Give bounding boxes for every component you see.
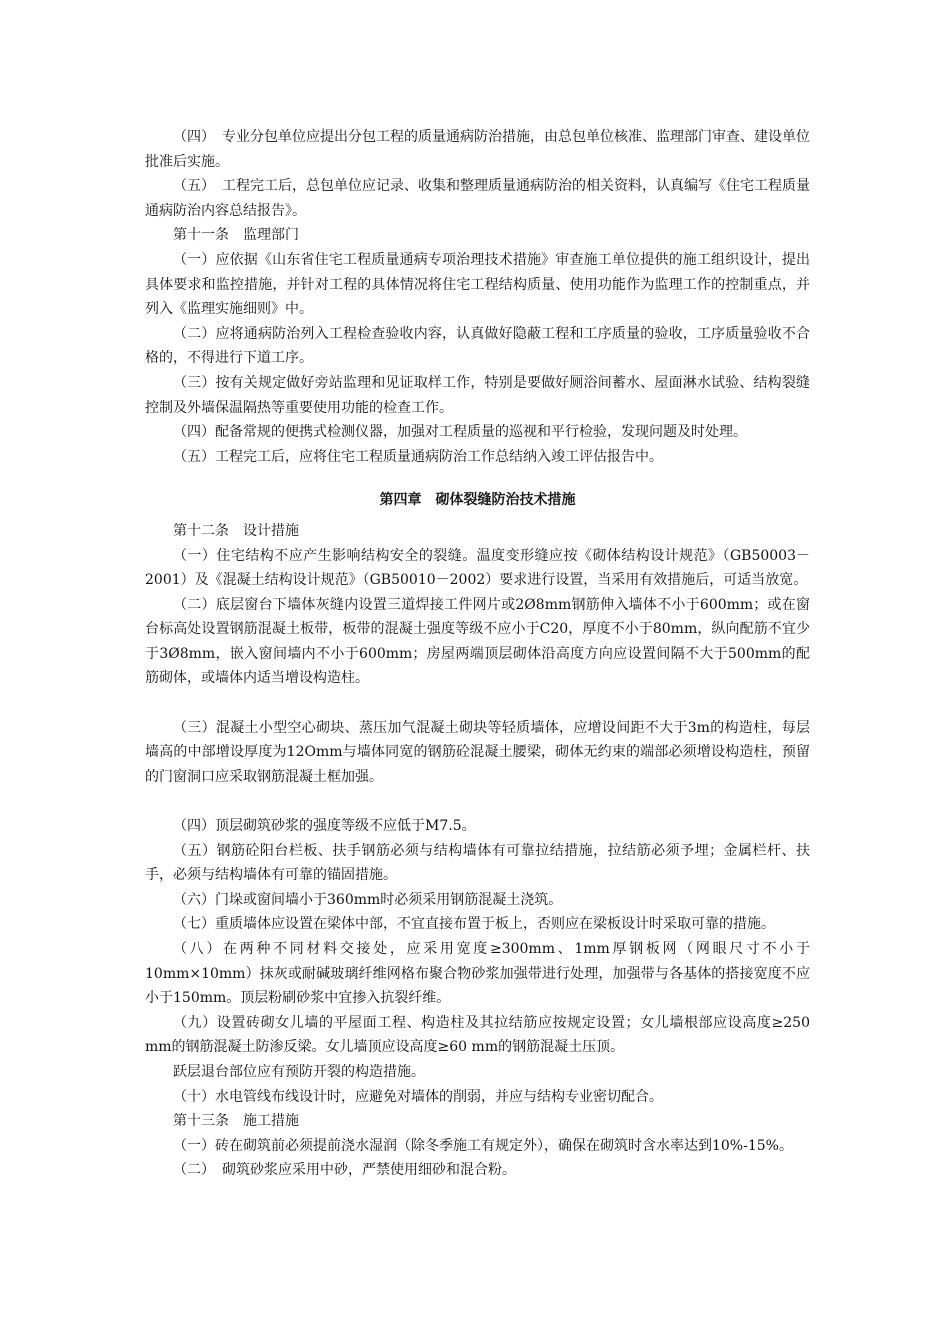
paragraph-design-9: （九）设置砖砌女儿墙的平屋面工程、构造柱及其拉结筋应按规定设置；女儿墙根部应设高度≥250 mm的钢筋混凝土防渗反梁。女儿墙顶应设高度≥60 mm的钢筋混凝土压顶。	[145, 1014, 810, 1056]
article-12-title: 第十二条 设计措施	[173, 522, 299, 539]
paragraph-design-2: （二）底层窗台下墙体灰缝内设置三道焊接工件网片或2Ø8mm钢筋伸入墙体不小于600mm；或在窗台标高处设置钢筋混凝土板带，板带的混凝土强度等级不应小于C20，厚度不小于80mm，纵向配筋不宜少于3Ø8mm，嵌入窗间墙内不小于600mm；房屋两端顶层砌体沿高度方向应设置间隔不大于500mm的配筋砌体，或墙体内适当增设构造柱。	[145, 596, 810, 687]
paragraph-construction-1: （一）砖在砌筑前必须提前浇水湿润（除冬季施工有规定外），确保在砌筑时含水率达到10%-15%。	[173, 1137, 793, 1154]
chapter-4-heading: 第四章 砌体裂缝防治技术措施	[379, 492, 576, 509]
paragraph-supervision-5: （五）工程完工后，应将住宅工程质量通病防治工作总结纳入竣工评估报告中。	[173, 448, 663, 465]
article-13-title: 第十三条 施工措施	[173, 1113, 299, 1130]
paragraph-design-10: （十）水电管线布线设计时，应避免对墙体的削弱，并应与结构专业密切配合。	[173, 1088, 663, 1105]
paragraph-supervision-3: （三）按有关规定做好旁站监理和见证取样工作，特别是要做好厕浴间蓄水、屋面淋水试验、结构裂缝控制及外墙保温隔热等重要使用功能的检查工作。	[145, 374, 810, 416]
paragraph-design-4: （四）顶层砌筑砂浆的强度等级不应低于M7.5。	[173, 818, 476, 835]
paragraph-design-1: （一）住宅结构不应产生影响结构安全的裂缝。温度变形缝应按《砌体结构设计规范》（GB50003－2001）及《混凝土结构设计规范》（GB50010－2002）要求进行设置，当采用有效措施后，可适当放宽。	[145, 547, 810, 589]
document-body	[145, 125, 810, 1183]
blank-line	[145, 789, 810, 814]
paragraph-contractor-4: （四） 专业分包单位应提出分包工程的质量通病防治措施，由总包单位核准、监理部门审查、建设单位批准后实施。	[145, 129, 810, 170]
paragraph-supervision-1: （一）应依据《山东省住宅工程质量通病专项治理技术措施》审查施工单位提供的施工组织设计，提出具体要求和监控措施，并针对工程的具体情况将住宅工程结构质量、使用功能作为监理工作的控制重点，并列入《监理实施细则》中。	[145, 251, 810, 318]
paragraph-contractor-5: （五） 工程完工后，总包单位应记录、收集和整理质量通病防治的相关资料，认真编写《住宅工程质量通病防治内容总结报告》。	[145, 178, 810, 219]
paragraph-supervision-2: （二）应将通病防治列入工程检查验收内容，认真做好隐蔽工程和工序质量的验收，工序质量验收不合格的，不得进行下道工序。	[145, 325, 810, 367]
paragraph-design-6: （六）门垛或窗间墙小于360mm时必须采用钢筋混凝土浇筑。	[173, 891, 563, 908]
article-11-title: 第十一条 监理部门	[173, 227, 299, 244]
paragraph-construction-2: （二） 砌筑砂浆应采用中砂，严禁使用细砂和混合粉。	[173, 1162, 516, 1179]
paragraph-supervision-4: （四）配备常规的便携式检测仪器，加强对工程质量的巡视和平行检验，发现问题及时处理。	[173, 424, 747, 441]
paragraph-design-7: （七）重质墙体应设置在梁体中部，不宜直接布置于板上，否则应在梁板设计时采取可靠的措施。	[173, 916, 775, 933]
paragraph-design-9-note: 跃层退台部位应有预防开裂的构造措施。	[173, 1063, 425, 1080]
blank-line	[145, 691, 810, 716]
paragraph-design-8: （八）在两种不同材料交接处，应采用宽度≥300mm、1mm厚钢板网（网眼尺寸不小于10mm×10mm）抹灰或耐碱玻璃纤维网格布聚合物砂浆加强带进行处理，加强带与各基体的搭接宽度不应小于150mm。顶层粉刷砂浆中宜掺入抗裂纤维。	[145, 941, 810, 1007]
paragraph-design-5: （五）钢筋砼阳台栏板、扶手钢筋必须与结构墙体有可靠拉结措施，拉结筋必须予埋；金属栏杆、扶手，必须与结构墙体有可靠的锚固措施。	[145, 842, 810, 884]
paragraph-design-3: （三）混凝土小型空心砌块、蒸压加气混凝土砌块等轻质墙体，应增设间距不大于3m的构造柱，每层墙高的中部增设厚度为12Omm与墙体同宽的钢筋砼混凝土腰梁，砌体无约束的端部必须增设构造柱，预留的门窗洞口应采取钢筋混凝土框加强。	[145, 719, 810, 785]
